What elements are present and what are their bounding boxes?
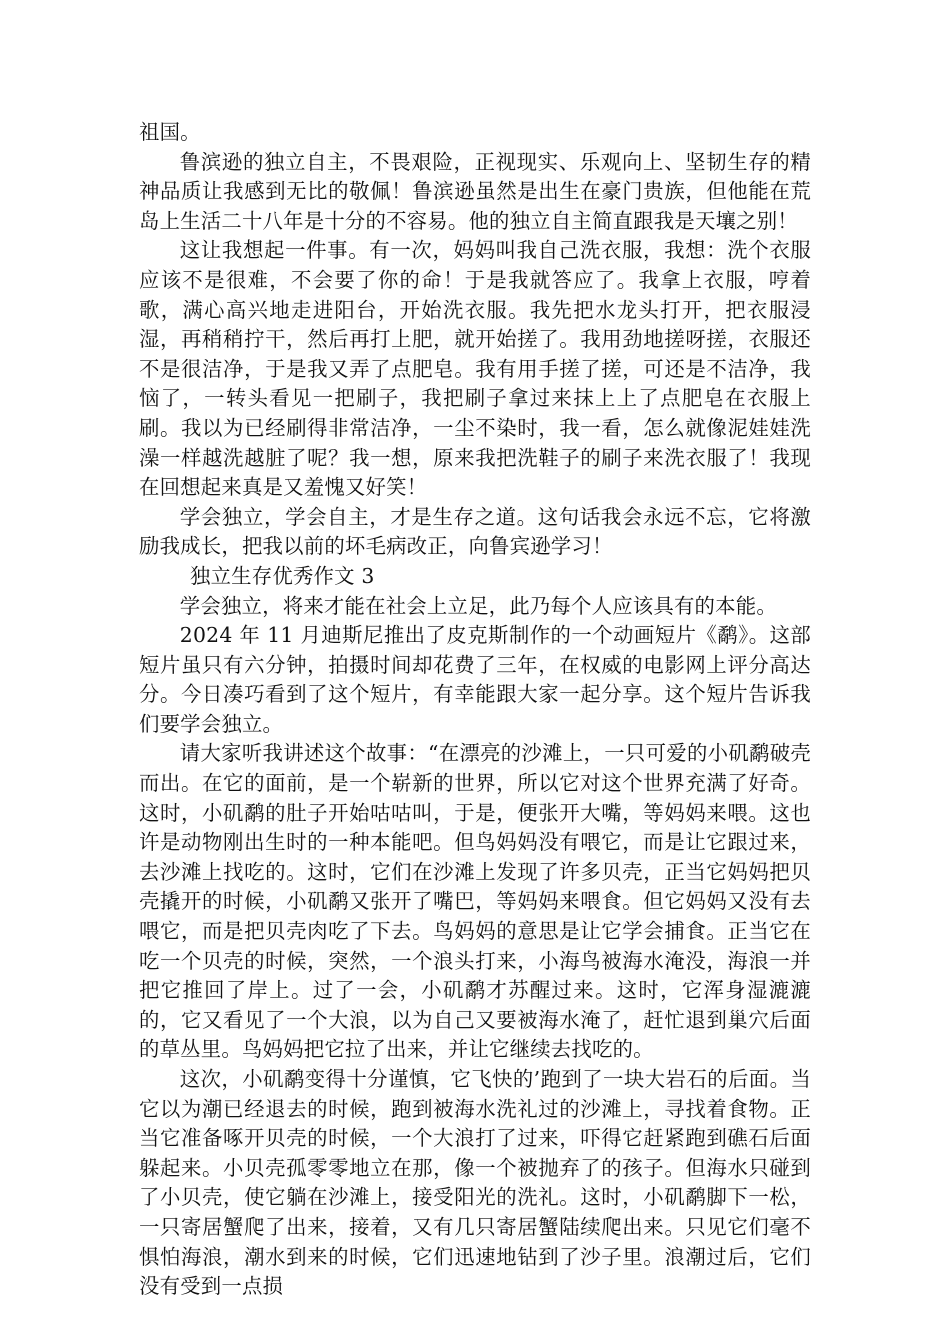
paragraph-continuation: 祖国。 [139, 120, 201, 144]
paragraph-sandpiper-continued: 这次，小矶鹬变得十分谨慎，它飞快的’跑到了一块大岩石的后面。当它以为潮已经退去的时候，跑到被海水洗礼过的沙滩上，寻找着食物。正当它准备啄开贝壳的时候，一个大浪打了过来，吓得它赶紧跑到礁石后面躲起来。小贝壳孤零零地立在那，像一个被抛弃了的孩子。但海水只碰到了小贝壳，使它躺在沙滩上，接受阳光的洗礼。这时，小矶鹬脚下一松，一只寄居蟹爬了出来，接着，又有几只寄居蟹陆续爬出来。只见它们毫不惧怕海浪，潮水到来的时候，它们迅速地钻到了沙子里。浪潮过后，它们没有受到一点损 [139, 1067, 811, 1299]
paragraph-sandpiper-story: 请大家听我讲述这个故事：“在漂亮的沙滩上，一只可爱的小矶鹬破壳而出。在它的面前，是一个崭新的世界，所以它对这个世界充满了好奇。这时，小矶鹬的肚子开始咕咕叫，于是，便张开大嘴，等妈妈来喂。这也许是动物刚出生时的一种本能吧。但鸟妈妈没有喂它，而是让它跟过来，去沙滩上找吃的。这时，它们在沙滩上发现了许多贝壳，正当它妈妈把贝壳撬开的时候，小矶鹬又张开了嘴巴，等妈妈来喂食。但它妈妈又没有去喂它，而是把贝壳肉吃了下去。鸟妈妈的意思是让它学会捕食。正当它在吃一个贝壳的时候，突然，一个浪头打来，小海鸟被海水淹没，海浪一并把它推回了岸上。过了一会，小矶鹬才苏醒过来。这时，它浑身湿漉漉的，它又看见了一个大浪，以为自己又要被海水淹了，赶忙退到巢穴后面的草丛里。鸟妈妈把它拉了出来，并让它继续去找吃的。 [139, 741, 811, 1062]
paragraph-piper-short-film: 2024 年 11 月迪斯尼推出了皮克斯制作的一个动画短片《鹬》。这部短片虽只有六分钟，拍摄时间却花费了三年，在权威的电影网上评分高达分。今日凑巧看到了这个短片，有幸能跟大家一起分享。这个短片告诉我们要学会独立。 [139, 623, 811, 736]
paragraph-essay3-intro: 学会独立，将来才能在社会上立足，此乃每个人应该具有的本能。 [179, 593, 777, 618]
paragraph-learn-independence: 学会独立，学会自主，才是生存之道。这句话我会永远不忘，它将激励我成长，把我以前的坏毛病改正，向鲁宾逊学习！ [139, 504, 811, 559]
paragraph-robinson-admiration: 鲁滨逊的独立自主，不畏艰险，正视现实、乐观向上、坚韧生存的精神品质让我感到无比的敬佩！鲁滨逊虽然是出生在豪门贵族，但他能在荒岛上生活二十八年是十分的不容易。他的独立自主简直跟我是天壤之别！ [139, 149, 811, 233]
paragraph-washing-clothes-story: 这让我想起一件事。有一次，妈妈叫我自己洗衣服，我想：洗个衣服应该不是很难，不会要了你的命！于是我就答应了。我拿上衣服，哼着歌，满心高兴地走进阳台，开始洗衣服。我先把水龙头打开，把衣服浸湿，再稍稍拧干，然后再打上肥，就开始搓了。我用劲地搓呀搓，衣服还不是很洁净，于是我又弄了点肥皂。我有用手搓了搓，可还是不洁净，我恼了，一转头看见一把刷子，我把刷子拿过来抹上上了点肥皂在衣服上刷。我以为已经刷得非常洁净，一尘不染时，我一看，怎么就像泥娃娃洗澡一样越洗越脏了呢？我一想，原来我把洗鞋子的刷子来洗衣服了！我现在回想起来真是又羞愧又好笑！ [139, 238, 811, 500]
document-body [139, 118, 811, 1302]
essay-heading: 独立生存优秀作文 3 [190, 563, 375, 588]
